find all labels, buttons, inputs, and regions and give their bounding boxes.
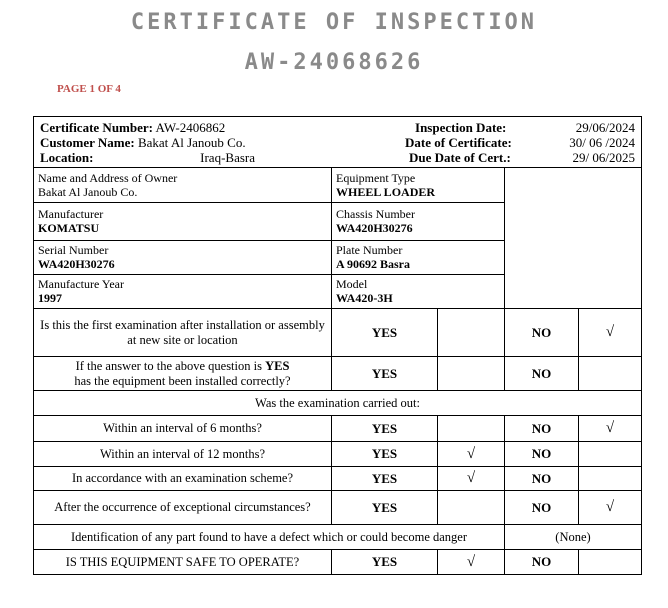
question-installed-yes: YES bbox=[265, 358, 290, 373]
header-row-1 bbox=[40, 120, 635, 135]
question-exceptional-circumstances: After the occurrence of exceptional circumstances? bbox=[34, 491, 332, 525]
answer-yes-label: YES bbox=[332, 357, 438, 391]
blank-cell bbox=[505, 241, 642, 275]
model-label: Model bbox=[336, 277, 368, 291]
due-date-label: Due Date of Cert.: bbox=[409, 149, 511, 165]
check-mark-no bbox=[579, 467, 642, 491]
due-date-value: 29/ 06/2025 bbox=[572, 149, 636, 165]
serial-value: WA420H30276 bbox=[38, 257, 115, 271]
year-value: 1997 bbox=[38, 291, 62, 305]
model-value: WA420-3H bbox=[336, 291, 393, 305]
answer-no-label: NO bbox=[505, 491, 579, 525]
check-mark-yes: √ bbox=[438, 442, 505, 467]
check-mark-yes bbox=[438, 309, 505, 357]
cert-number-label: Certificate Number: bbox=[40, 119, 153, 135]
serial-label: Serial Number bbox=[38, 243, 109, 257]
customer-label: Customer Name: bbox=[40, 134, 135, 150]
question-row-first-exam bbox=[34, 309, 642, 357]
plate-label: Plate Number bbox=[336, 243, 403, 257]
equipment-type-label: Equipment Type bbox=[336, 170, 416, 185]
answer-yes-label: YES bbox=[332, 491, 438, 525]
customer-value: Bakat Al Janoub Co. bbox=[137, 134, 246, 150]
inspection-date-label: Inspection Date: bbox=[415, 119, 507, 135]
question-installed-part-a: If the answer to the above question is bbox=[75, 358, 266, 373]
answer-no-label: NO bbox=[505, 309, 579, 357]
question-6-months: Within an interval of 6 months? bbox=[34, 416, 332, 442]
question-row-6-months bbox=[34, 416, 642, 442]
check-mark-yes bbox=[438, 357, 505, 391]
question-installed-part-b: has the equipment been installed correctly? bbox=[74, 373, 291, 388]
owner-value: Bakat Al Janoub Co. bbox=[38, 184, 138, 199]
check-mark-no: √ bbox=[579, 491, 642, 525]
answer-no-label: NO bbox=[505, 550, 579, 575]
details-row-owner bbox=[34, 168, 642, 203]
question-row-scheme bbox=[34, 467, 642, 491]
chassis-label: Chassis Number bbox=[336, 207, 415, 221]
answer-yes-label: YES bbox=[332, 309, 438, 357]
question-row-installed bbox=[34, 357, 642, 391]
equipment-type-value: WHEEL LOADER bbox=[336, 184, 436, 199]
row-examination-carried-out bbox=[34, 391, 642, 416]
check-mark-yes: √ bbox=[438, 467, 505, 491]
header-block bbox=[34, 117, 642, 168]
chassis-value: WA420H30276 bbox=[336, 221, 413, 235]
check-mark-no: √ bbox=[579, 416, 642, 442]
owner-label: Name and Address of Owner bbox=[38, 170, 178, 185]
inspection-date-value: 29/06/2024 bbox=[575, 119, 636, 135]
details-row-serial bbox=[34, 241, 642, 275]
question-installed-correctly bbox=[34, 357, 332, 391]
check-mark-yes bbox=[438, 491, 505, 525]
row-defect-identification bbox=[34, 525, 642, 550]
details-row-manufacturer bbox=[34, 203, 642, 241]
answer-no-label: NO bbox=[505, 357, 579, 391]
question-row-12-months bbox=[34, 442, 642, 467]
question-first-exam: Is this the first examination after installation or assembly at new site or location bbox=[34, 309, 332, 357]
question-row-exceptional bbox=[34, 491, 642, 525]
certificate-table bbox=[33, 116, 642, 575]
blank-cell bbox=[505, 168, 642, 203]
header-row-3 bbox=[40, 150, 635, 165]
date-of-cert-label: Date of Certificate: bbox=[405, 134, 512, 150]
date-of-cert-value: 30/ 06 /2024 bbox=[569, 134, 636, 150]
check-mark-yes bbox=[438, 416, 505, 442]
check-mark-no bbox=[579, 550, 642, 575]
document-title: CERTIFICATE OF INSPECTION bbox=[130, 10, 538, 35]
answer-yes-label: YES bbox=[332, 416, 438, 442]
check-mark-no bbox=[579, 442, 642, 467]
check-mark-no bbox=[579, 357, 642, 391]
check-mark-no: √ bbox=[579, 309, 642, 357]
plate-value: A 90692 Basra bbox=[336, 257, 411, 271]
manufacturer-value: KOMATSU bbox=[38, 221, 100, 235]
check-mark-yes: √ bbox=[438, 550, 505, 575]
answer-yes-label: YES bbox=[332, 467, 438, 491]
answer-no-label: NO bbox=[505, 467, 579, 491]
manufacturer-label: Manufacturer bbox=[38, 207, 104, 221]
header-row-2 bbox=[40, 135, 635, 150]
document-subtitle: AW-24068626 bbox=[244, 50, 424, 75]
row-safe-to-operate bbox=[34, 550, 642, 575]
answer-no-label: NO bbox=[505, 416, 579, 442]
location-label: Location: bbox=[40, 149, 94, 165]
blank-cell bbox=[505, 203, 642, 241]
cert-number-value: AW-2406862 bbox=[155, 119, 226, 135]
year-label: Manufacture Year bbox=[38, 277, 124, 291]
defect-question: Identification of any part found to have a defect which or could become danger bbox=[34, 525, 505, 550]
answer-yes-label: YES bbox=[332, 442, 438, 467]
question-safe-to-operate: IS THIS EQUIPMENT SAFE TO OPERATE? bbox=[34, 550, 332, 575]
question-exam-scheme: In accordance with an examination scheme? bbox=[34, 467, 332, 491]
answer-yes-label: YES bbox=[332, 550, 438, 575]
question-12-months: Within an interval of 12 months? bbox=[34, 442, 332, 467]
page-label: PAGE 1 OF 4 bbox=[57, 83, 121, 95]
examination-carried-out: Was the examination carried out: bbox=[34, 391, 642, 416]
blank-cell bbox=[505, 275, 642, 309]
location-value: Iraq-Basra bbox=[200, 149, 255, 165]
answer-no-label: NO bbox=[505, 442, 579, 467]
details-row-year bbox=[34, 275, 642, 309]
defect-answer: (None) bbox=[505, 525, 642, 550]
